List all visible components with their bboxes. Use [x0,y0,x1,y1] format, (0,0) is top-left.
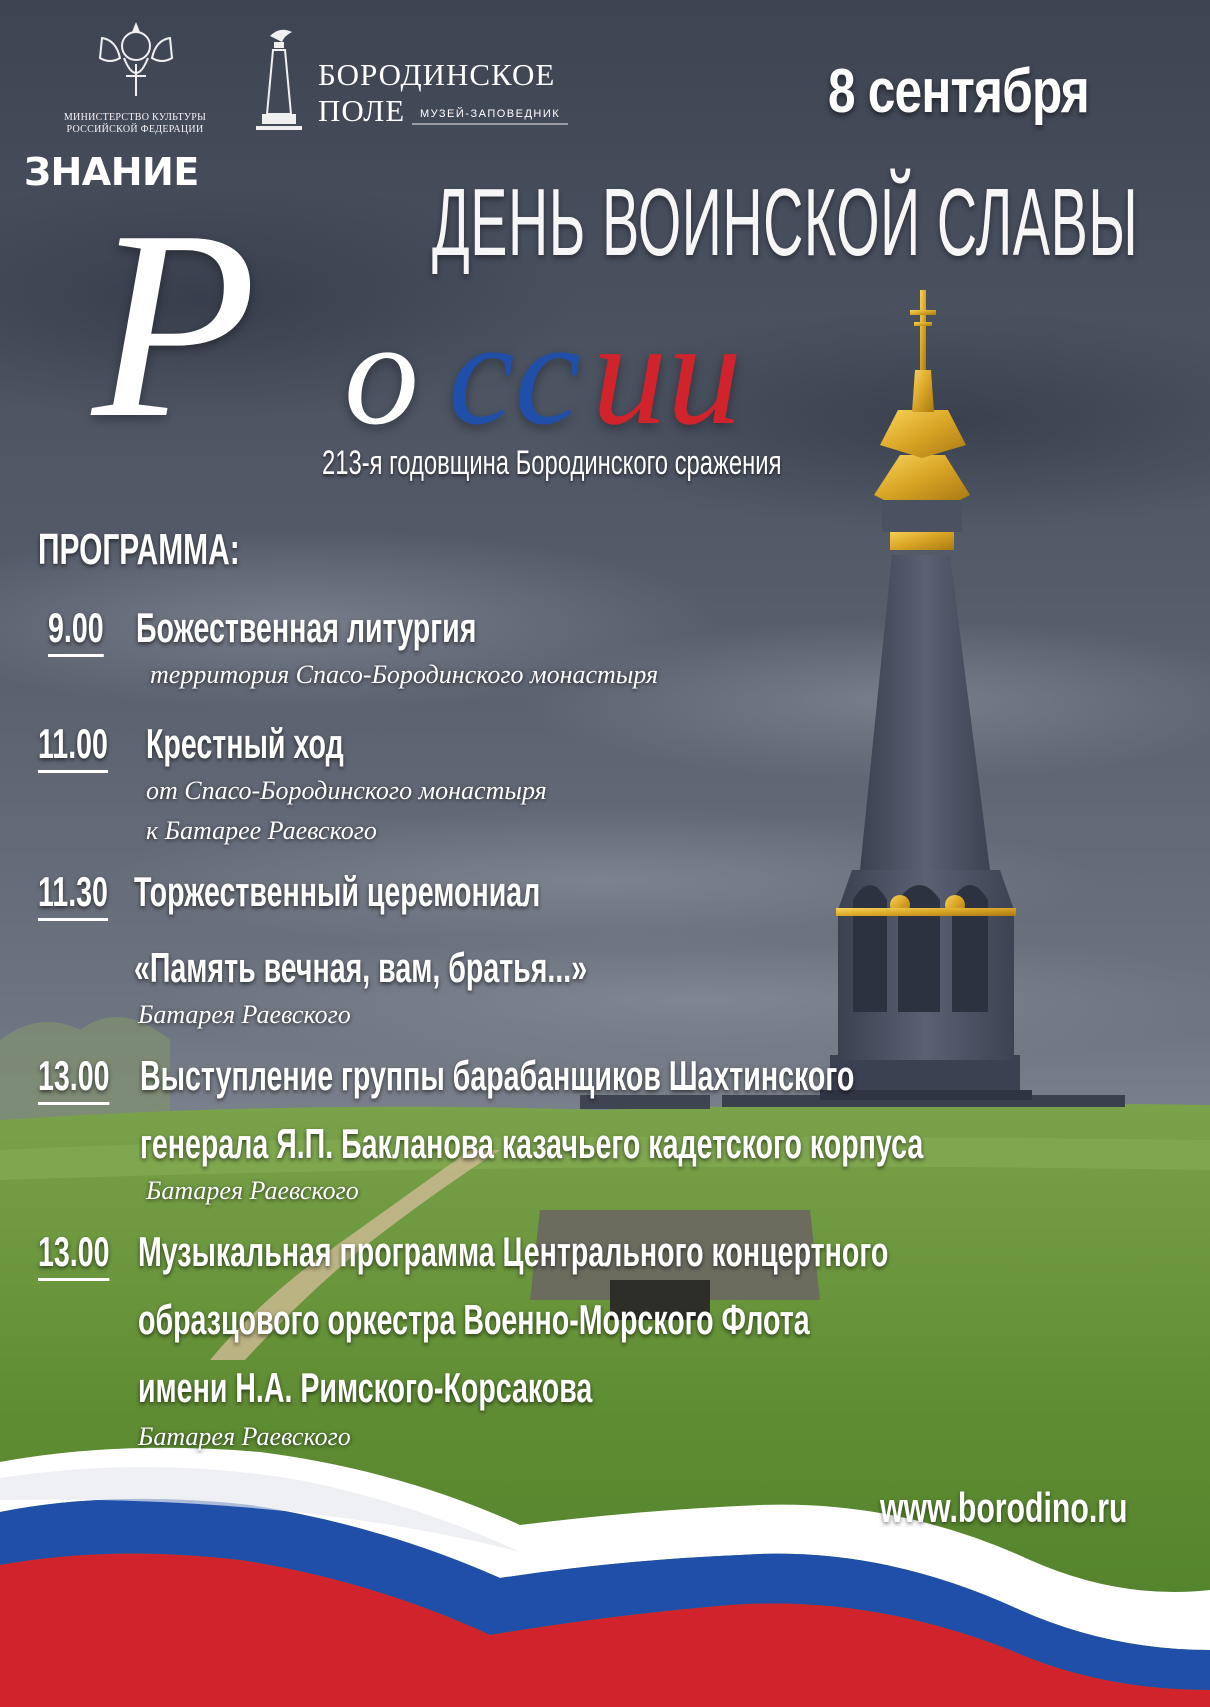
russia-letter-o: о [344,290,419,456]
russia-letters-ss: сс [448,290,582,456]
program-location: от Спасо-Бородинского монастыря [146,776,547,805]
program-event-line: «Память вечная, вам, братья...» [134,944,588,991]
program-event-line: Крестный ход [146,720,344,767]
ministry-line-2: РОССИЙСКОЙ ФЕДЕРАЦИИ [66,124,204,135]
program-event-line: Музыкальная программа Центрального концертного [138,1228,889,1275]
program-event-line: Выступление группы барабанщиков Шахтинского [140,1052,855,1099]
program-event-line: генерала Я.П. Бакланова казачьего кадетского корпуса [140,1120,924,1167]
program-event-line: Торжественный церемониал [134,868,541,915]
program-time: 13.00 [38,1052,109,1105]
program-location: территория Спасо-Бородинского монастыря [150,660,659,689]
day-title: ДЕНЬ ВОИНСКОЙ СЛАВЫ [432,169,1139,276]
website-link[interactable]: www.borodino.ru [880,1484,1128,1531]
ministry-line-1: МИНИСТЕРСТВО КУЛЬТУРЫ [63,112,207,123]
program-time: 11.30 [38,868,108,921]
museum-subtitle: МУЗЕЙ-ЗАПОВЕДНИК [420,108,561,120]
program-event-line: Божественная литургия [136,604,477,651]
museum-name-line-2: ПОЛЕ [318,93,406,128]
program-location: Батарея Раевского [138,1000,351,1029]
program-event-line: имени Н.А. Римского-Корсакова [138,1364,593,1411]
program-location: Батарея Раевского [138,1422,351,1451]
ministry-logo-text [60,112,210,136]
russia-letters-ii: ии [592,290,742,456]
znanie-logo: ЗНАНИЕ [24,150,199,194]
program-time: 9.00 [48,604,104,657]
program-location: к Батарее Раевского [146,816,377,845]
program-time: 13.00 [38,1228,109,1281]
anniversary-subtitle: 213-я годовщина Бородинского сражения [322,444,782,482]
program-event-line: образцового оркестра Военно-Морского Флота [138,1296,810,1343]
museum-name-line-1: БОРОДИНСКОЕ [318,57,556,92]
program-time: 11.00 [38,720,108,773]
event-date: 8 сентября [828,57,1089,126]
program-title: ПРОГРАММА: [38,525,240,574]
russia-letter-r: Р [92,175,257,474]
program-location: Батарея Раевского [146,1176,359,1205]
